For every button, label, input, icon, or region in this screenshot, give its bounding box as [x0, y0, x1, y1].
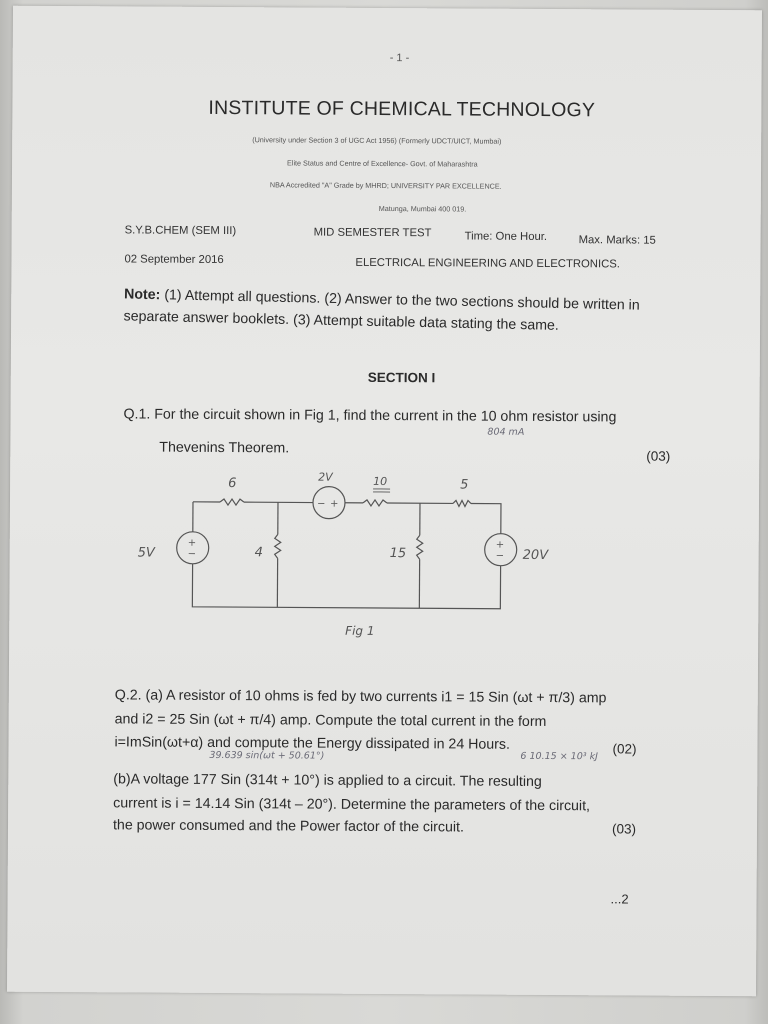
resistor-6: [220, 499, 244, 505]
label-20v: 20V: [522, 547, 549, 564]
wire: [471, 504, 501, 534]
question-2b-line-3: the power consumed and the Power factor of the circuit.: [112, 817, 464, 836]
label-2v: 2V: [318, 470, 333, 484]
question-1-line-2: Thevenins Theorem.: [159, 439, 290, 457]
max-marks-label: Max. Marks: 15: [578, 234, 656, 247]
q2-part-b-label: (b): [113, 771, 131, 788]
label-r15: 15: [389, 546, 407, 562]
continued-marker: ...2: [610, 891, 629, 907]
figure-caption: Fig 1: [345, 623, 375, 638]
q2-label: Q.2.: [114, 687, 142, 704]
exam-paper: [7, 6, 762, 997]
institute-title: INSTITUTE OF CHEMICAL TECHNOLOGY: [208, 96, 596, 122]
class-label: S.Y.B.CHEM (SEM III): [124, 224, 237, 238]
wire: [192, 564, 500, 609]
svg-text:−: −: [316, 498, 326, 510]
resistor-5: [453, 500, 471, 506]
time-label: Time: One Hour.: [464, 230, 548, 243]
svg-text:−: −: [495, 550, 505, 562]
question-1-line-1: Q.1. For the circuit shown in Fig 1, find the current in the 10 ohm resistor using: [123, 406, 617, 426]
svg-text:+: +: [329, 498, 339, 510]
q1-marks: (03): [646, 448, 671, 464]
circuit-figure: [127, 461, 598, 664]
double-line-marker: [373, 489, 390, 492]
note-paragraph: [123, 283, 664, 339]
header-line-2: Elite Status and Centre of Excellence- Govt. of Maharashtra: [287, 158, 478, 169]
question-2b-line-1: (b)A voltage 177 Sin (314t + 10°) is applied to a circuit. The resulting: [113, 771, 542, 790]
header-line-3: NBA Accredited "A" Grade by MHRD; UNIVERSITY PAR EXCELLENCE.: [269, 180, 502, 191]
resistor-15: [417, 535, 423, 559]
header-line-1: (University under Section 3 of UGC Act 1956) (Formerly UDCT/UICT, Mumbai): [252, 135, 502, 146]
test-label: MID SEMESTER TEST: [313, 226, 432, 240]
handwritten-answer-q2a-energy: 6 10.15 × 10³ kJ: [520, 750, 598, 763]
label-r4: 4: [254, 545, 264, 561]
q2b-marks: (03): [611, 821, 637, 837]
question-2-line-1: Q.2. (a) A resistor of 10 ohms is fed by two currents i1 = 15 Sin (ωt + π/3) amp: [114, 687, 607, 707]
svg-text:+: +: [495, 539, 505, 551]
subject-label: ELECTRICAL ENGINEERING AND ELECTRONICS.: [355, 256, 620, 271]
header-line-4: Matunga, Mumbai 400 019.: [378, 203, 467, 214]
svg-text:−: −: [187, 548, 197, 560]
handwritten-answer-q1: 804 mA: [487, 426, 525, 438]
section-title: SECTION I: [367, 369, 436, 386]
label-r10: 10: [373, 474, 388, 489]
note-text: (1) Attempt all questions. (2) Answer to the two sections should be written in separate answer booklets. (3) Attempt suitable data stating the same.: [123, 287, 640, 334]
svg-text:+: +: [187, 537, 197, 549]
page-number: - 1 -: [389, 52, 410, 65]
question-2-line-2: and i2 = 25 Sin (ωt + π/4) amp. Compute the total current in the form: [114, 711, 547, 730]
handwritten-answer-q2a-current: 39.639 sin(ωt + 50.61°): [209, 749, 325, 762]
date-label: 02 September 2016: [124, 253, 224, 267]
label-r5: 5: [460, 477, 469, 493]
resistor-10: [363, 500, 387, 506]
question-2b-line-2: current is i = 14.14 Sin (314t – 20°). Determine the parameters of the circuit,: [113, 795, 591, 815]
label-5v: 5V: [137, 545, 155, 561]
question-2-line-3: i=ImSin(ωt+α) and compute the Energy dissipated in 24 Hours.: [114, 734, 511, 753]
label-r6: 6: [228, 476, 237, 492]
q2a-marks: (02): [612, 741, 637, 757]
q2-part-a-label: (a): [145, 687, 163, 704]
resistor-4: [275, 534, 281, 558]
q1-label: Q.1.: [123, 406, 151, 423]
note-label: Note:: [123, 286, 161, 304]
